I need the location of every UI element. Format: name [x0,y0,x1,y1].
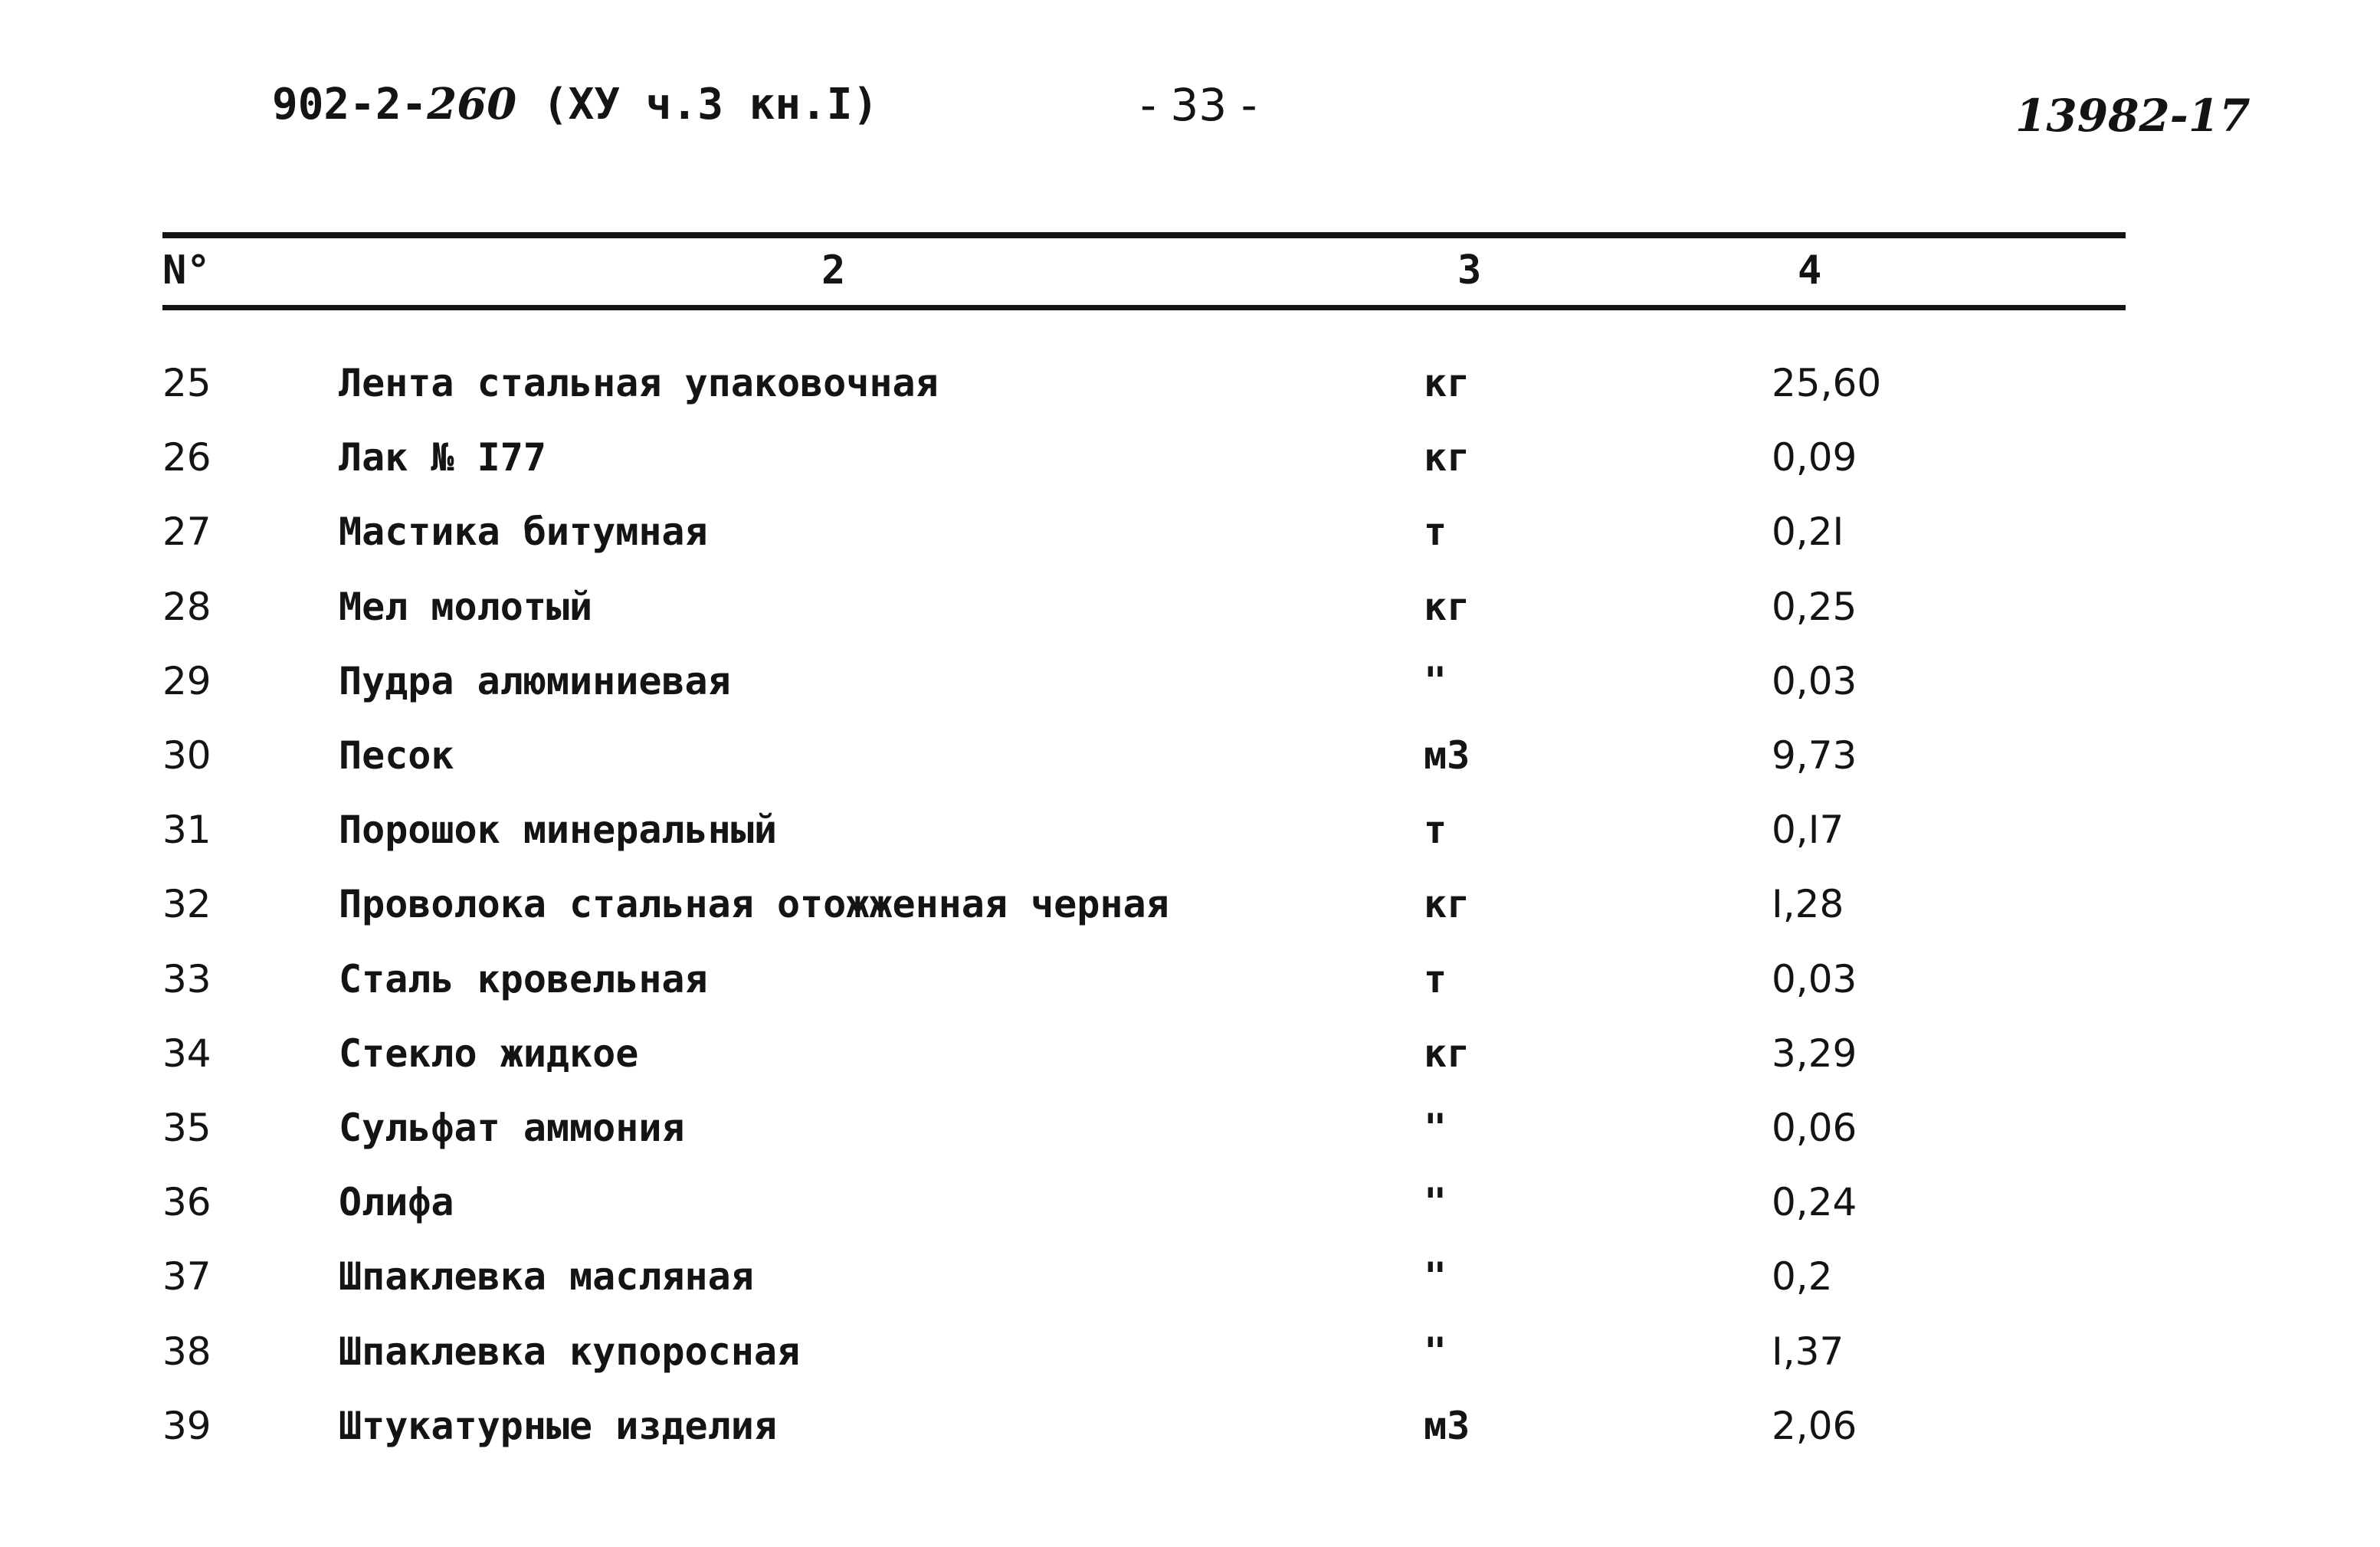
quantity-value: 0,I7 [1772,808,1844,852]
column-header-number: N° [162,247,211,293]
row-number: 27 [162,510,211,554]
row-number: 31 [162,808,211,852]
table-top-rule [162,232,2126,238]
quantity-value: 0,24 [1772,1180,1857,1224]
row-number: 33 [162,957,211,1001]
column-header-unit: 3 [1457,247,1482,293]
material-name: Штукатурные изделия [339,1404,777,1448]
document-code-handwritten: 260 [427,79,517,129]
row-number: 37 [162,1254,211,1299]
material-name: Песок [339,733,454,778]
document-code-suffix: (XУ ч.3 кн.I) [516,80,879,129]
row-number: 39 [162,1404,211,1448]
table-row [0,1254,2380,1300]
table-row [0,1329,2380,1375]
unit-of-measure: т [1424,808,1447,852]
unit-of-measure: кг [1424,435,1470,480]
material-name: Шпаклевка купоросная [339,1329,801,1374]
quantity-value: 0,03 [1772,659,1857,703]
table-row [0,807,2380,853]
quantity-value: 0,06 [1772,1106,1857,1150]
table-header-rule [162,305,2126,310]
inventory-number: 13982-17 [2015,90,2251,142]
document-code [272,79,879,129]
unit-of-measure: т [1424,957,1447,1001]
material-name: Лак № I77 [339,435,546,480]
table-row [0,1105,2380,1151]
material-name: Порошок минеральный [339,808,777,852]
quantity-value: 2,06 [1772,1404,1857,1448]
unit-of-measure: " [1424,1180,1447,1224]
material-name: Пудра алюминиевая [339,659,731,703]
row-number: 26 [162,435,211,480]
quantity-value: 0,2 [1772,1254,1833,1299]
table-row [0,360,2380,406]
unit-of-measure: кг [1424,882,1470,926]
quantity-value: 3,29 [1772,1031,1857,1076]
unit-of-measure: кг [1424,361,1470,405]
page-number: - 33 - [1140,79,1257,131]
unit-of-measure: " [1424,1106,1447,1150]
row-number: 38 [162,1329,211,1374]
row-number: 29 [162,659,211,703]
quantity-value: 9,73 [1772,733,1857,778]
quantity-value: 0,03 [1772,957,1857,1001]
material-name: Олифа [339,1180,454,1224]
table-row [0,584,2380,630]
table-row [0,509,2380,555]
material-name: Лента стальная упаковочная [339,361,939,405]
quantity-value: 0,09 [1772,435,1857,480]
material-name: Стекло жидкое [339,1031,639,1076]
unit-of-measure: м3 [1424,733,1470,778]
row-number: 30 [162,733,211,778]
table-row [0,1031,2380,1077]
quantity-value: I,37 [1772,1329,1844,1374]
unit-of-measure: " [1424,659,1447,703]
row-number: 32 [162,882,211,926]
table-row [0,1179,2380,1225]
material-name: Мел молотый [339,585,593,629]
column-header-quantity: 4 [1798,247,1822,293]
material-name: Мастика битумная [339,510,708,554]
table-row [0,956,2380,1002]
unit-of-measure: " [1424,1254,1447,1299]
material-name: Шпаклевка масляная [339,1254,754,1299]
unit-of-measure: м3 [1424,1404,1470,1448]
row-number: 36 [162,1180,211,1224]
table-row [0,881,2380,927]
row-number: 35 [162,1106,211,1150]
material-name: Сталь кровельная [339,957,708,1001]
material-name: Сульфат аммония [339,1106,685,1150]
table-row [0,1403,2380,1449]
table-row [0,658,2380,704]
unit-of-measure: т [1424,510,1447,554]
row-number: 34 [162,1031,211,1076]
quantity-value: 25,60 [1772,361,1882,405]
material-name: Проволока стальная отожженная черная [339,882,1169,926]
row-number: 28 [162,585,211,629]
unit-of-measure: " [1424,1329,1447,1374]
unit-of-measure: кг [1424,1031,1470,1076]
unit-of-measure: кг [1424,585,1470,629]
row-number: 25 [162,361,211,405]
column-header-name: 2 [821,247,846,293]
quantity-value: 0,25 [1772,585,1857,629]
quantity-value: 0,2I [1772,510,1844,554]
quantity-value: I,28 [1772,882,1844,926]
table-row [0,434,2380,480]
document-code-prefix: 902-2- [272,80,428,129]
table-row [0,733,2380,778]
